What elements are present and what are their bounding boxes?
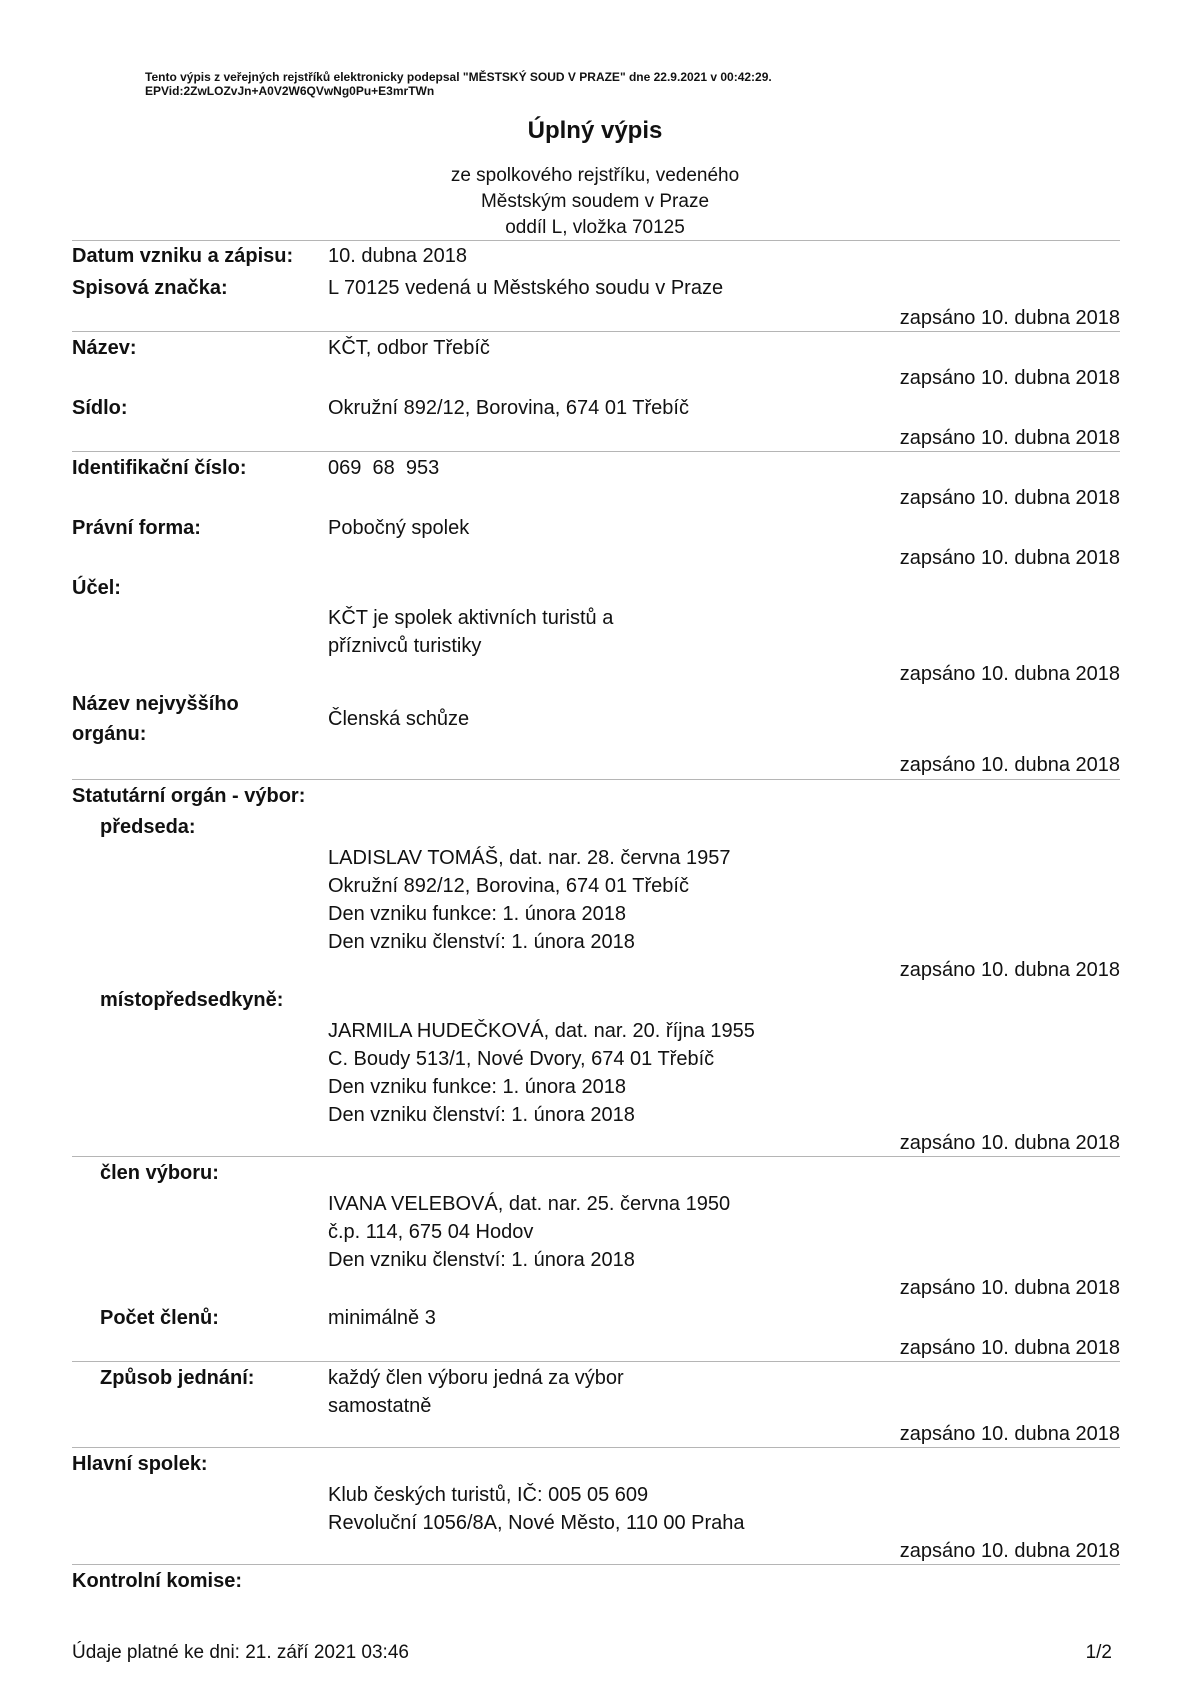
predseda-line-2: Okružní 892/12, Borovina, 674 01 Třebíč <box>328 875 689 897</box>
subtitle-line-2: Městským soudem v Praze <box>480 191 710 212</box>
predseda-line-1: LADISLAV TOMÁŠ, dat. nar. 28. června 1957 <box>328 847 731 869</box>
predseda-line-3: Den vzniku funkce: 1. února 2018 <box>328 903 626 925</box>
label-datum-vzniku: Datum vzniku a zápisu: <box>72 245 294 267</box>
label-statutarni-organ: Statutární orgán - výbor: <box>72 785 306 807</box>
recorded-date: zapsáno 10. dubna 2018 <box>899 1337 1120 1359</box>
divider <box>72 451 1120 452</box>
value-datum-vzniku: 10. dubna 2018 <box>328 245 468 267</box>
label-predseda: předseda: <box>100 816 196 838</box>
divider <box>72 1447 1120 1448</box>
value-identifikacni-cislo: 069 68 953 <box>328 457 440 479</box>
value-pocet-clenu: minimálně 3 <box>328 1307 436 1329</box>
epvid-line: EPVid:2ZwLOZvJn+A0V2W6QVwNg0Pu+E3mrTWn <box>145 84 435 98</box>
recorded-date: zapsáno 10. dubna 2018 <box>899 1423 1120 1445</box>
recorded-date: zapsáno 10. dubna 2018 <box>899 307 1120 329</box>
label-spisova-znacka: Spisová značka: <box>72 277 228 299</box>
predseda-line-4: Den vzniku členství: 1. února 2018 <box>328 931 635 953</box>
zpusob-line-1: každý člen výboru jedná za výbor <box>328 1367 624 1389</box>
subtitle-line-3: oddíl L, vložka 70125 <box>505 217 685 238</box>
divider <box>72 1156 1120 1157</box>
label-zpusob-jednani: Způsob jednání: <box>100 1367 255 1389</box>
recorded-date: zapsáno 10. dubna 2018 <box>899 487 1120 509</box>
clen-line-1: IVANA VELEBOVÁ, dat. nar. 25. června 1950 <box>328 1193 731 1215</box>
hlavni-line-1: Klub českých turistů, IČ: 005 05 609 <box>328 1484 649 1506</box>
divider <box>72 1361 1120 1362</box>
label-mistopredsedkyne: místopředsedkyně: <box>100 989 284 1011</box>
recorded-date: zapsáno 10. dubna 2018 <box>899 1540 1120 1562</box>
value-nejvyssi-organ: Členská schůze <box>328 708 470 730</box>
divider <box>72 779 1120 780</box>
page-number: 1/2 <box>1085 1642 1112 1663</box>
label-kontrolni-komise: Kontrolní komise: <box>72 1570 243 1592</box>
signature-notice: Tento výpis z veřejných rejstříků elektronicky podepsal "MĚSTSKÝ SOUD V PRAZE" dne 22.9.2021 v 00:42:29. <box>145 70 772 84</box>
recorded-date: zapsáno 10. dubna 2018 <box>899 663 1120 685</box>
value-ucel-line-1: KČT je spolek aktivních turistů a <box>328 607 614 629</box>
label-ucel: Účel: <box>72 577 121 599</box>
divider <box>72 1564 1120 1565</box>
label-pravni-forma: Právní forma: <box>72 517 201 539</box>
label-sidlo: Sídlo: <box>72 397 128 419</box>
label-identifikacni-cislo: Identifikační číslo: <box>72 457 247 479</box>
mistopredseda-line-1: JARMILA HUDEČKOVÁ, dat. nar. 20. října 1955 <box>328 1020 755 1042</box>
label-nejvyssi-organ-line-1: Název nejvyššího <box>72 693 239 715</box>
mistopredseda-line-3: Den vzniku funkce: 1. února 2018 <box>328 1076 626 1098</box>
clen-line-3: Den vzniku členství: 1. února 2018 <box>328 1249 635 1271</box>
recorded-date: zapsáno 10. dubna 2018 <box>899 754 1120 776</box>
label-pocet-clenu: Počet členů: <box>100 1307 219 1329</box>
label-hlavni-spolek: Hlavní spolek: <box>72 1453 208 1475</box>
zpusob-line-2: samostatně <box>328 1395 432 1417</box>
label-nejvyssi-organ-line-2: orgánu: <box>72 723 147 745</box>
value-pravni-forma: Pobočný spolek <box>328 517 470 539</box>
divider <box>72 240 1120 241</box>
value-sidlo: Okružní 892/12, Borovina, 674 01 Třebíč <box>328 397 689 419</box>
recorded-date: zapsáno 10. dubna 2018 <box>899 367 1120 389</box>
recorded-date: zapsáno 10. dubna 2018 <box>899 1277 1120 1299</box>
hlavni-line-2: Revoluční 1056/8A, Nové Město, 110 00 Praha <box>328 1512 745 1534</box>
value-nazev: KČT, odbor Třebíč <box>328 337 490 359</box>
label-nazev: Název: <box>72 337 137 359</box>
page-title: Úplný výpis <box>527 117 663 144</box>
value-spisova-znacka: L 70125 vedená u Městského soudu v Praze <box>328 277 724 299</box>
footer-valid-date: Údaje platné ke dni: 21. září 2021 03:46 <box>72 1642 409 1663</box>
recorded-date: zapsáno 10. dubna 2018 <box>899 547 1120 569</box>
divider <box>72 331 1120 332</box>
recorded-date: zapsáno 10. dubna 2018 <box>899 959 1120 981</box>
mistopredseda-line-2: C. Boudy 513/1, Nové Dvory, 674 01 Třebíč <box>328 1048 715 1070</box>
recorded-date: zapsáno 10. dubna 2018 <box>899 1132 1120 1154</box>
clen-line-2: č.p. 114, 675 04 Hodov <box>328 1221 534 1243</box>
subtitle-line-1: ze spolkového rejstříku, vedeného <box>450 165 740 186</box>
value-ucel-line-2: příznivců turistiky <box>328 635 482 657</box>
recorded-date: zapsáno 10. dubna 2018 <box>899 427 1120 449</box>
mistopredseda-line-4: Den vzniku členství: 1. února 2018 <box>328 1104 635 1126</box>
label-clen-vyboru: člen výboru: <box>100 1162 219 1184</box>
